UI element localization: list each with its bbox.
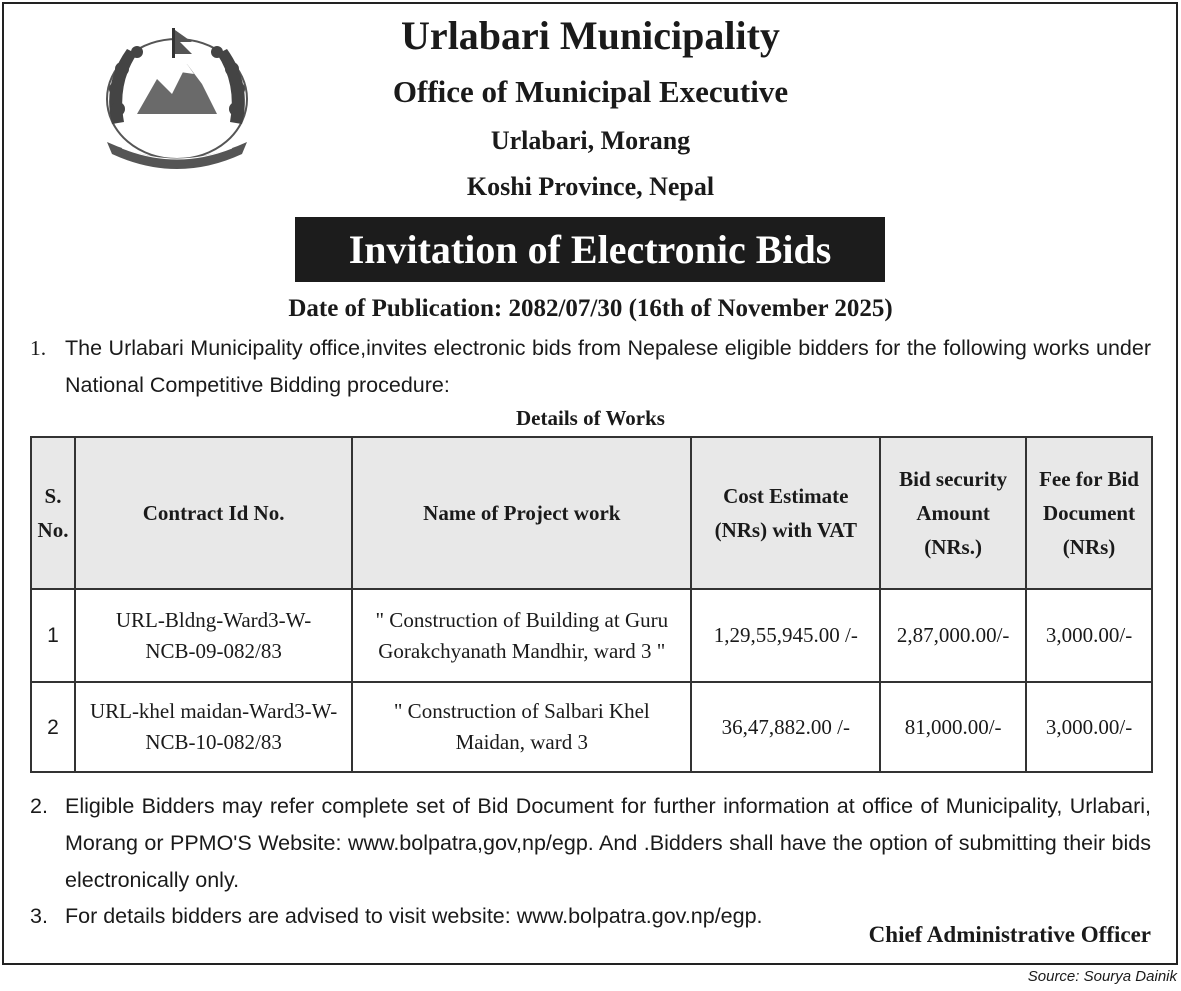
cell-sno: 1 xyxy=(31,589,75,682)
paragraph-bid-document: Eligible Bidders may refer complete set of Bid Document for further information at office of Municipality, Urlabari, Morang or PPMO'S Website: www.bolpatra,gov,np/egp. And .Bidders shall have the option of submitting their bids electronically only. xyxy=(65,794,1151,892)
cell-bid-fee: 3,000.00/- xyxy=(1026,589,1152,682)
cell-bid-security: 2,87,000.00/- xyxy=(880,589,1026,682)
table-header-row xyxy=(31,437,1152,589)
paragraph-website: For details bidders are advised to visit website: www.bolpatra.gov.np/egp. xyxy=(65,904,763,928)
cell-contract-id: URL-Bldng-Ward3-W- NCB-09-082/83 xyxy=(75,589,352,682)
paragraph-number: 2. xyxy=(30,794,48,818)
table-row xyxy=(31,589,1152,682)
table-caption: Details of Works xyxy=(516,406,665,430)
signature-title: Chief Administrative Officer xyxy=(868,922,1151,947)
cell-project-name: " Construction of Building at Guru Gorakchyanath Mandhir, ward 3 " xyxy=(352,589,691,682)
office-province: Koshi Province, Nepal xyxy=(466,172,715,201)
cell-bid-fee: 3,000.00/- xyxy=(1026,682,1152,772)
notice-banner: Invitation of Electronic Bids xyxy=(295,217,885,282)
publication-date: Date of Publication: 2082/07/30 (16th of November 2025) xyxy=(288,295,893,322)
cell-sno: 2 xyxy=(31,682,75,772)
paragraph-intro: The Urlabari Municipality office,invites electronic bids from Nepalese eligible bidders for the following works under National Competitive Bidding procedure: xyxy=(65,336,1151,397)
source-credit: Source: Sourya Dainik xyxy=(1027,968,1177,985)
municipality-name: Urlabari Municipality xyxy=(401,13,780,58)
header-cost-estimate: Cost Estimate (NRs) with VAT xyxy=(691,437,880,589)
cell-cost-estimate: 36,47,882.00 /- xyxy=(691,682,880,772)
office-name: Office of Municipal Executive xyxy=(392,74,789,109)
cell-contract-id: URL-khel maidan-Ward3-W- NCB-10-082/83 xyxy=(75,682,352,772)
header-sno: S. No. xyxy=(31,437,75,589)
table-row xyxy=(31,682,1152,772)
paragraph-number: 1. xyxy=(30,336,47,360)
works-table xyxy=(30,436,1153,773)
cell-bid-security: 81,000.00/- xyxy=(880,682,1026,772)
office-location: Urlabari, Morang xyxy=(490,126,691,155)
cell-project-name: " Construction of Salbari Khel Maidan, ward 3 xyxy=(352,682,691,772)
header-contract-id: Contract Id No. xyxy=(75,437,352,589)
header-bid-security: Bid security Amount (NRs.) xyxy=(880,437,1026,589)
header-project-name: Name of Project work xyxy=(352,437,691,589)
cell-cost-estimate: 1,29,55,945.00 /- xyxy=(691,589,880,682)
paragraph-number: 3. xyxy=(30,904,48,928)
header-bid-fee: Fee for Bid Document (NRs) xyxy=(1026,437,1152,589)
